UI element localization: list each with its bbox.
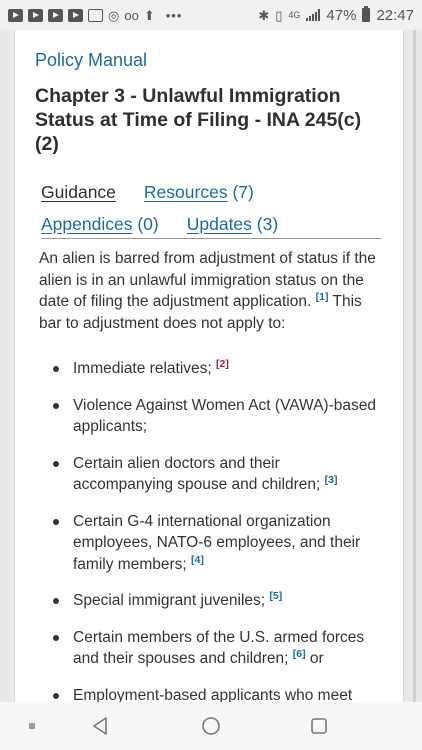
- clock: 22:47: [376, 6, 414, 24]
- tab-guidance[interactable]: [41, 182, 116, 203]
- more-dots-icon: •••: [165, 7, 183, 23]
- list-item: [39, 511, 377, 576]
- list-item-text: Certain G-4 international organization employees, NATO-6 employees, and their family members;: [73, 512, 361, 573]
- home-icon: [201, 716, 221, 736]
- upload-icon: ⬆: [143, 7, 155, 23]
- battery-icon: [362, 8, 370, 22]
- back-button[interactable]: [88, 714, 112, 738]
- scrollbar[interactable]: [413, 30, 416, 702]
- list-item: [39, 395, 377, 438]
- tab-appendices[interactable]: [41, 214, 159, 235]
- footnote-link[interactable]: [5]: [269, 589, 283, 602]
- status-bar: [0, 0, 422, 30]
- page-title: Chapter 3 - Unlawful Immigration Status at Time of Filing - INA 245(c) (2): [35, 85, 362, 155]
- tab-updates[interactable]: [187, 214, 278, 235]
- list-item-tail: or: [305, 650, 324, 667]
- image-icon: [88, 9, 103, 22]
- battery-percent: 47%: [326, 6, 357, 24]
- notification-icon: [68, 9, 83, 22]
- recents-button[interactable]: [307, 714, 331, 738]
- guidance-content: [39, 248, 377, 702]
- tab-label: Appendices: [41, 213, 133, 234]
- tab-count: (7): [232, 181, 254, 202]
- list-item-text: Violence Against Women Act (VAWA)-based applicants;: [73, 396, 376, 435]
- policy-page[interactable]: [14, 30, 404, 702]
- notification-icons: [8, 8, 182, 23]
- list-item: [39, 590, 377, 612]
- footnote-link[interactable]: [2]: [216, 357, 229, 370]
- footnote-link[interactable]: [6]: [292, 647, 306, 660]
- list-item-text: Special immigrant juveniles;: [73, 592, 266, 609]
- dot-icon: [29, 723, 35, 729]
- list-item: [39, 627, 377, 670]
- notification-icon: [48, 9, 63, 22]
- tab-count: (0): [137, 213, 159, 234]
- menu-dot-button[interactable]: [20, 714, 44, 738]
- notification-icon: [28, 9, 43, 22]
- vibrate-icon: ▯: [275, 7, 283, 23]
- tab-label: Guidance: [41, 181, 116, 202]
- instagram-icon: ◎: [108, 7, 120, 23]
- back-icon: [91, 716, 109, 736]
- list-item-text: Certain alien doctors and their accompanying spouse and children;: [73, 454, 321, 493]
- list-item: [39, 358, 377, 380]
- intro-tail: This bar to adjustment does not apply to:: [39, 293, 362, 332]
- signal-icon: [306, 9, 320, 21]
- footnote-link[interactable]: [1]: [315, 290, 329, 303]
- list-item-text: Certain members of the U.S. armed forces and their spouses and children;: [73, 628, 365, 667]
- list-item-text: Employment-based applicants who meet: [73, 686, 353, 702]
- notification-icon: [8, 9, 23, 22]
- list-item: [39, 453, 377, 496]
- navigation-bar: [0, 702, 422, 750]
- section-tabs: [41, 176, 381, 240]
- tab-resources[interactable]: [144, 182, 254, 203]
- tab-label: Resources: [143, 181, 228, 202]
- list-item-text: Immediate relatives;: [73, 360, 212, 377]
- network-type: 4G: [288, 9, 301, 20]
- voicemail-icon: oo: [124, 7, 139, 23]
- manual-title-link[interactable]: Policy Manual: [35, 50, 148, 70]
- intro-text: An alien is barred from adjustment of status if the alien is in an unlawful immigration status on the date of filing the adjustment application.: [39, 250, 376, 310]
- bluetooth-icon: ✱: [258, 7, 270, 23]
- footnote-link[interactable]: [4]: [191, 553, 204, 566]
- tabs-divider: [41, 238, 381, 239]
- list-item: [39, 685, 377, 703]
- tab-label: Updates: [186, 213, 252, 234]
- intro-paragraph: [39, 248, 377, 334]
- system-icons: [258, 7, 414, 24]
- home-button[interactable]: [199, 714, 223, 738]
- tab-count: (3): [256, 213, 279, 234]
- exemption-list: [39, 358, 377, 702]
- footnote-link[interactable]: [3]: [324, 473, 338, 486]
- recents-icon: [309, 716, 329, 736]
